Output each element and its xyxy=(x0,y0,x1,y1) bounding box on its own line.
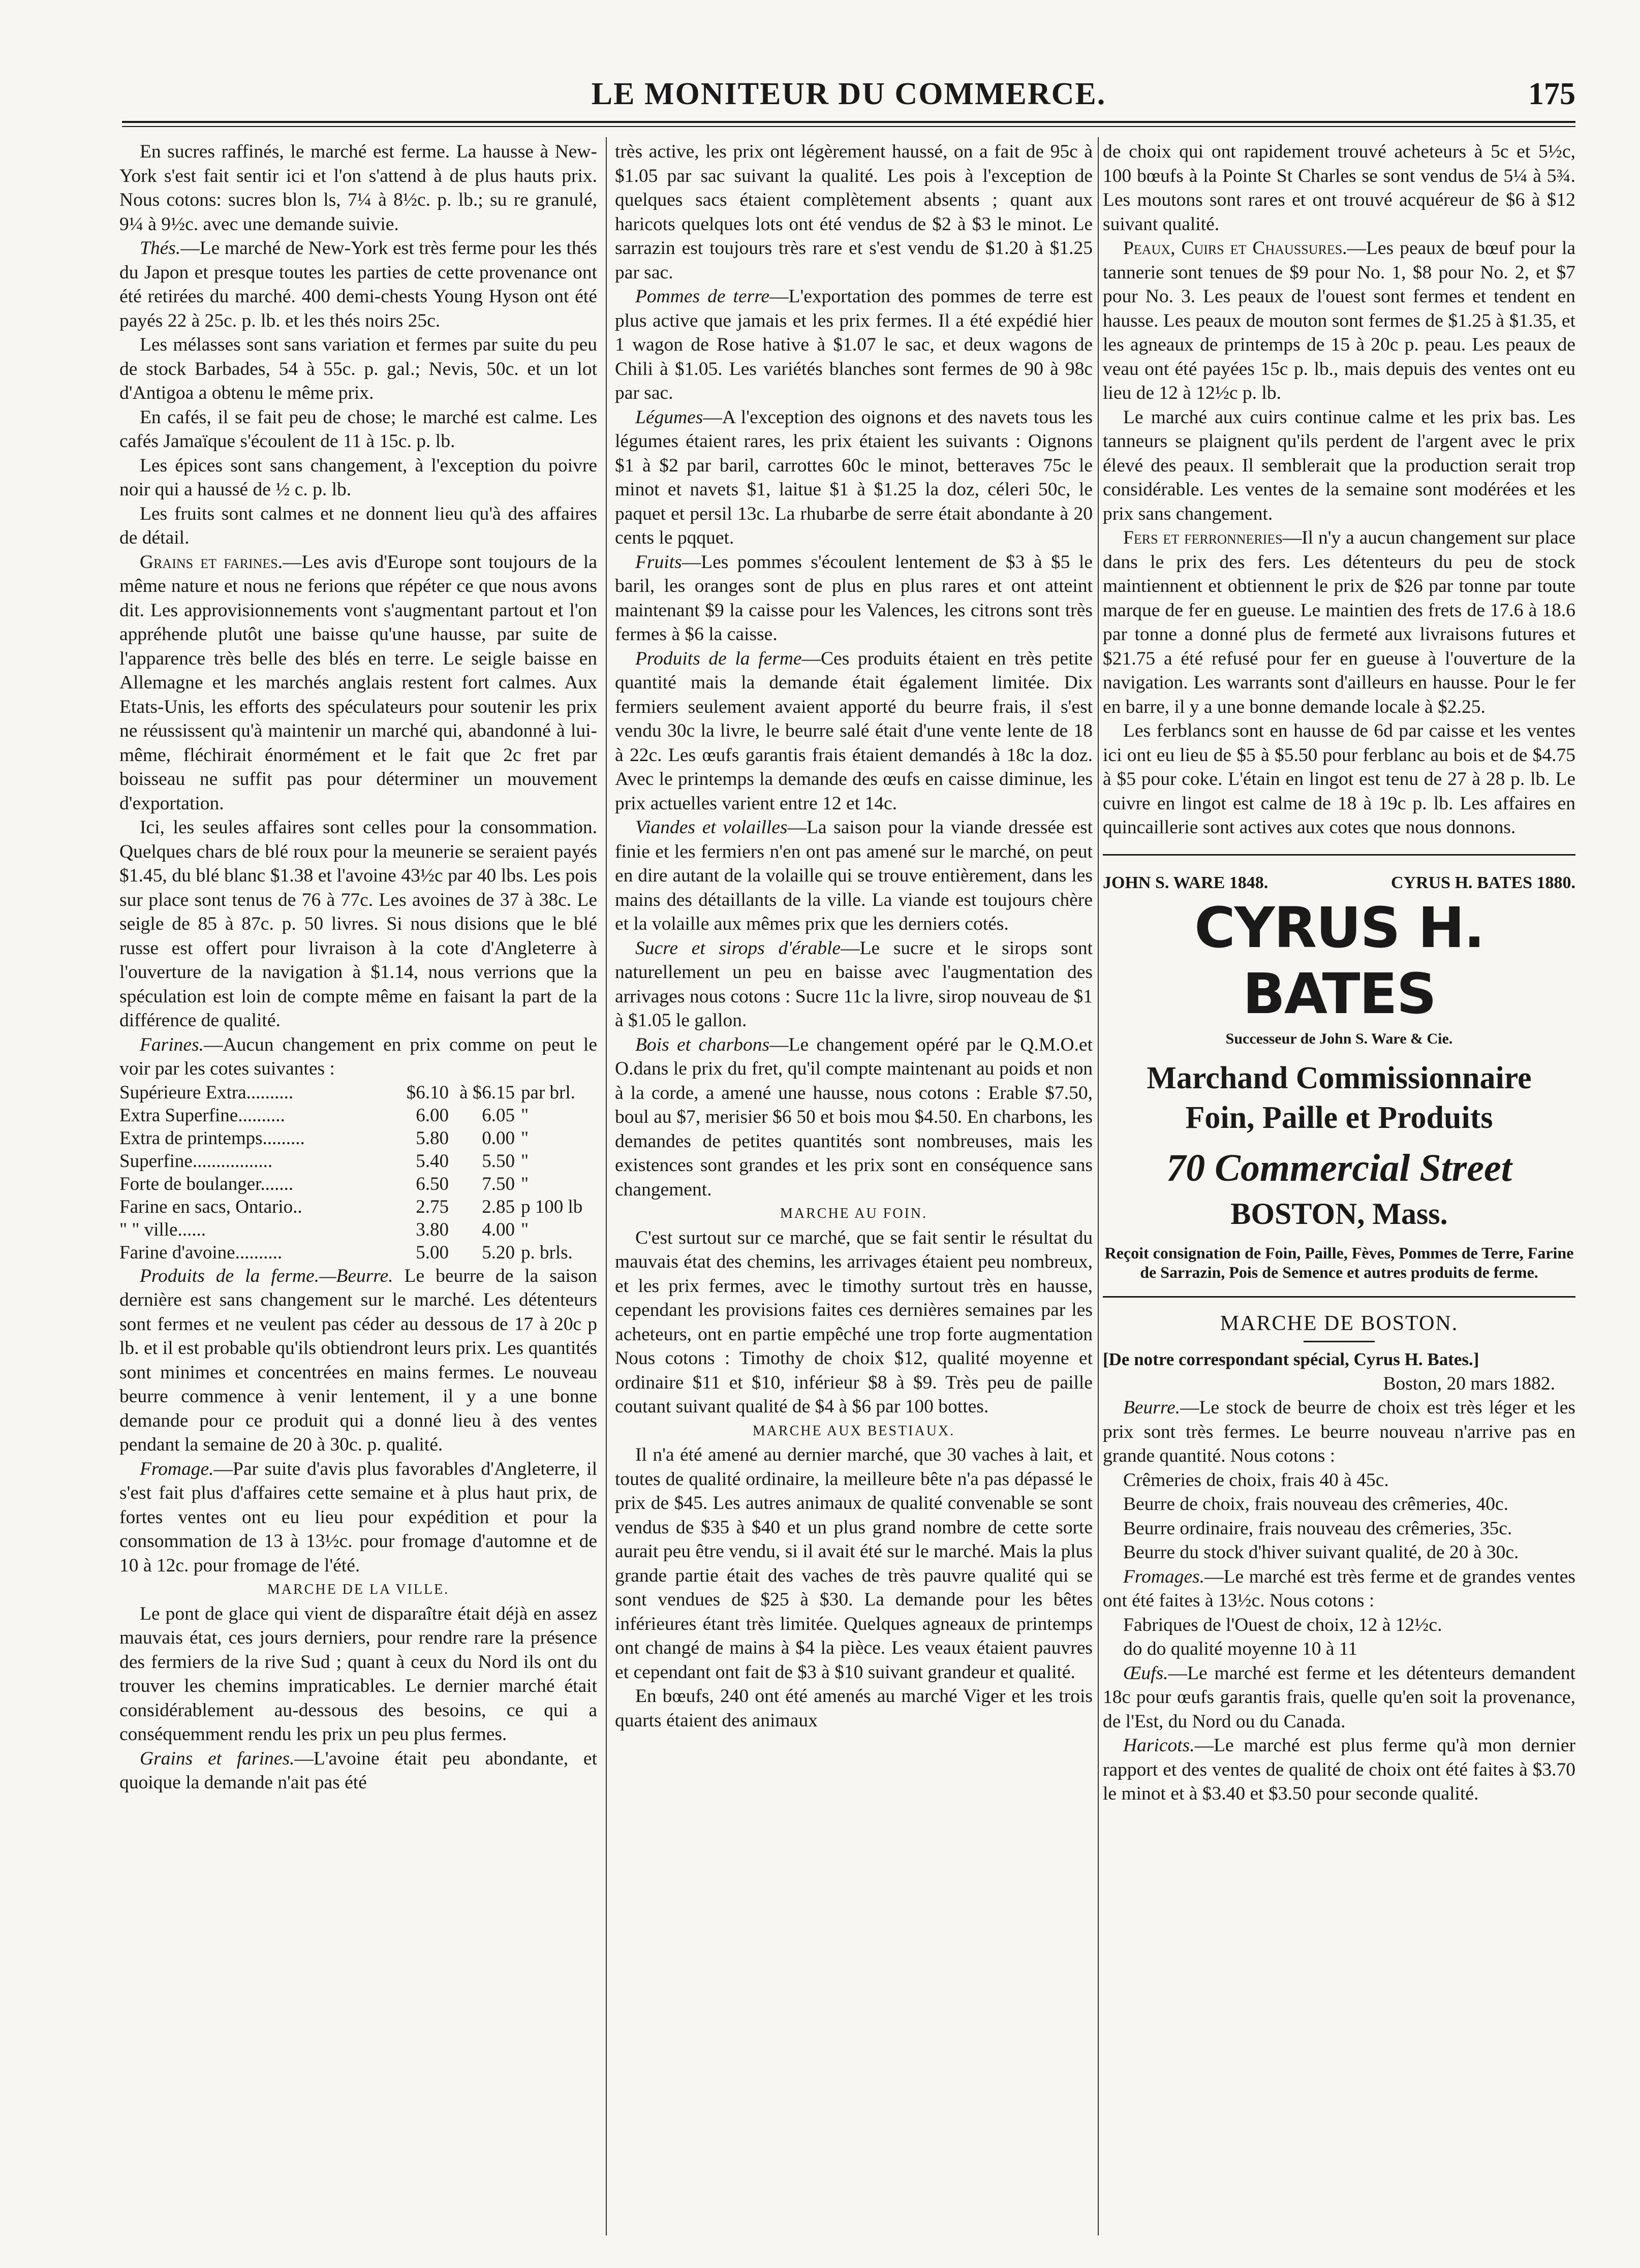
section-label: Grains et farines. xyxy=(140,1748,295,1769)
price-cell-item: Forte de boulanger....... xyxy=(119,1173,294,1194)
ad-city: BOSTON, Mass. xyxy=(1230,1196,1448,1231)
price-cell-b: à $6.15 xyxy=(459,1082,515,1103)
price-cell-unit: " xyxy=(521,1219,529,1240)
section-label: Thés. xyxy=(140,238,181,259)
section-label: Œufs. xyxy=(1123,1662,1168,1684)
boston-beans: Haricots.—Le marché est plus ferme qu'à mon dernier rapport et des ventes de qualité de choix ont été faites à $3.70 le minot et à $3.40 et $3.50 pour seconde qualité. xyxy=(1103,1735,1575,1804)
section-label: Farines. xyxy=(140,1034,204,1055)
price-row xyxy=(119,1127,597,1150)
article-city-market: Le pont de glace qui vient de disparaître était déjà en assez mauvais état, ces jours derniers, pour rendre rare la présence des fermiers de la rive Sud ; quant à ceux du Nord ils ont du trouver les chemins impraticables. Le dernier marché était considérablement au-dessous des besoins, ce qui a conséquemment rendu les prix un peu plus fermes. xyxy=(119,1603,597,1745)
price-cell-unit: p 100 lb xyxy=(521,1196,583,1217)
header-rule-thick xyxy=(122,121,1575,123)
price-cell-b: 0.00 xyxy=(482,1127,515,1149)
article-continued: très active, les prix ont légèrement haussé, on a fait de 95c à $1.05 par sac suivant la qualité. Les pois à l'exception de quelques sacs étaient complètement absents ; quant aux haricots quelques lots ont été vendus de $2 à $3 le minot. Le sarrazin est toujours très rare et s'est vendu de $1.20 à $1.25 par sac. xyxy=(615,141,1093,283)
advertisement-cyrus-bates xyxy=(1103,871,1575,1282)
correspondent-note: [De notre correspondant spécial, Cyrus H. Bates.] xyxy=(1103,1349,1479,1369)
price-cell-b: 6.05 xyxy=(482,1105,515,1126)
price-cell-item: " " ville...... xyxy=(119,1219,206,1240)
section-label: Peaux, Cuirs et Chaussures. xyxy=(1123,238,1347,259)
price-cell-a: 6.50 xyxy=(416,1173,449,1194)
price-row xyxy=(119,1218,597,1241)
article-iron: Fers et ferronneries—Il n'y a aucun changement sur place dans le prix des fers. Les détenteurs du peu de stock maintiennent et obtiennent le prix de $26 par tonne par toute marque de fer en gueuse. Le maintien des frets de 17.6 à 18.6 par tonne a donné plus de fermeté aux livraisons futures et $21.75 a été refusé pour fer en gueuse à l'ouverture de la navigation. Les warrants sont d'ailleurs en hausse. Pour le fer en barre, il y a une bonne demande locale à $2.25. xyxy=(1103,527,1575,717)
price-cell-item: Superfine................. xyxy=(119,1150,273,1172)
price-row xyxy=(119,1173,597,1195)
price-cell-b: 5.50 xyxy=(482,1150,515,1172)
price-cell-a: 6.00 xyxy=(416,1105,449,1126)
price-cell-unit: " xyxy=(521,1127,529,1149)
heading-city-market: MARCHE DE LA VILLE. xyxy=(267,1582,450,1597)
article-fruits-city: Fruits—Les pommes s'écoulent lentement de $3 à $5 le baril, les oranges sont de plus en plus rares et ont atteint maintenant $9 la caisse pour les Valences, les citrons sont très fermes à $6 la caisse. xyxy=(615,551,1093,645)
boston-quote-4: Beurre du stock d'hiver suivant qualité, de 20 à 30c. xyxy=(1123,1542,1519,1563)
price-cell-a: $6.10 xyxy=(406,1082,449,1103)
price-cell-item: Farine d'avoine.......... xyxy=(119,1242,283,1263)
article-cheese: Fromage.—Par suite d'avis plus favorables d'Angleterre, il s'est fait plus d'affaires cette semaine et à plus haut prix, de fortes ventes ont eu lieu pour expédition et pour la consommation de 13 à 13½c. pour fromage d'automne et de 10 à 12c. pour fromage de l'été. xyxy=(119,1458,597,1576)
column-3 xyxy=(1103,140,1575,2233)
price-row xyxy=(119,1241,597,1264)
price-cell-item: Extra de printemps......... xyxy=(119,1127,305,1149)
price-row xyxy=(119,1081,597,1104)
ad-role-2: Foin, Paille et Produits xyxy=(1185,1100,1493,1135)
article-potatoes: Pommes de terre—L'exportation des pommes de terre est plus active que jamais et les prix fermes. Il a été expédié hier 1 wagon de Rose hative à $1.07 le sac, et deux wagons de Chili à $1.05. Les variétés blanches sont fermes de 90 à 98c par sac. xyxy=(615,286,1093,403)
price-row xyxy=(119,1150,597,1173)
column-1 xyxy=(119,140,597,2233)
article-spices: Les épices sont sans changement, à l'exception du poivre noir qui a haussé de ½ c. p. lb. xyxy=(119,455,597,500)
article-molasses: Les mélasses sont sans variation et fermes par suite du peu de stock Barbades, 54 à 55c. p. gal.; Nevis, 50c. et un lot d'Antigoa a obtenu le même prix. xyxy=(119,334,597,403)
price-cell-item: Farine en sacs, Ontario.. xyxy=(119,1196,302,1217)
price-cell-a: 5.80 xyxy=(416,1127,449,1149)
column-divider-1 xyxy=(606,137,607,2235)
article-leather: Le marché aux cuirs continue calme et les prix bas. Les tanneurs se plaignent qu'ils perdent de l'argent avec le prix élevé des peaux. Il semblerait que la production serait trop considérable. Les ventes de la semaine sont modérées et les prix sans changement. xyxy=(1103,406,1575,524)
dateline: Boston, 20 mars 1882. xyxy=(1383,1373,1555,1394)
price-cell-b: 7.50 xyxy=(482,1173,515,1194)
article-meats: Viandes et volailles—La saison pour la viande dressée est finie et les fermiers n'en ont pas amené sur le marché, on peut en dire autant de la volaille qui se trouve entièrement, dans les mains des détaillants de la ville. La viande est toujours chère et la volaille aux mêmes prix que les derniers cotés. xyxy=(615,817,1093,934)
price-cell-b: 5.20 xyxy=(482,1242,515,1263)
price-row xyxy=(119,1195,597,1218)
boston-quote-2: Beurre de choix, frais nouveau des crêmeries, 40c. xyxy=(1123,1494,1509,1515)
price-cell-unit: p. brls. xyxy=(521,1242,573,1263)
section-label: Haricots. xyxy=(1123,1735,1195,1756)
ad-description: Reçoit consignation de Foin, Paille, Fèves, Pommes de Terre, Farine de Sarrazin, Pois de Semence et autres produits de ferme. xyxy=(1104,1243,1574,1281)
section-label: Beurre. xyxy=(1123,1397,1181,1418)
heading-cattle-market: MARCHE AUX BESTIAUX. xyxy=(752,1423,955,1439)
section-label: Pommes de terre xyxy=(635,286,770,307)
section-label: Fromage. xyxy=(140,1458,214,1479)
boston-quote-6: do do qualité moyenne 10 à 11 xyxy=(1123,1639,1358,1659)
heading-boston-market: MARCHE DE BOSTON. xyxy=(1220,1311,1459,1335)
short-rule xyxy=(1304,1341,1375,1342)
article-butter: Produits de la ferme.—Beurre. Le beurre de la saison dernière est sans changement sur le marché. Les détenteurs sont fermes et ne veulent pas céder au dessous de 17 à 20c p lb. et il est probable qu'ils obtiendront leurs prix. Les quantités sont minimes et concentrées en mains fermes. Le nouveau beurre commence à venir lentement, il y a une bonne demande pour ce produit qui a donné lieu à des ventes pendant la semaine de 20 à 30c. p. qualité. xyxy=(119,1265,597,1455)
price-row xyxy=(119,1104,597,1127)
article-farm-products: Produits de la ferme—Ces produits étaient en très petite quantité mais la demande était également limitée. Dix fermiers seulement avaient apporté du beurre frais, il s'est vendu 30c la livre, le beurre salé était d'une vente lente de 18 à 22c. Les œufs garantis frais étaient demandés à 18c la doz. Avec le printemps la demande des œufs en caisse diminue, les prix actuelles varient entre 12 et 14c. xyxy=(615,648,1093,814)
ad-rule-bottom xyxy=(1103,1296,1575,1298)
article-teas: Thés.—Le marché de New-York est très ferme pour les thés du Japon et presque toutes les parties de cette provenance ont été retirées du marché. 400 demi-chests Young Hyson ont été payés 22 à 25c. p. lb. et les thés noirs 25c. xyxy=(119,238,597,331)
section-label: Grains et farines. xyxy=(140,551,283,573)
ad-role-1: Marchand Commissionnaire xyxy=(1147,1060,1532,1095)
article-maple: Sucre et sirops d'érable—Le sucre et le sirops sont naturellement un peu en baisse avec l'augmentation des arrivages nous cotons : Sucre 11c la livre, sirop nouveau de $1 à $1.05 le gallon. xyxy=(615,937,1093,1031)
heading-hay-market: MARCHE AU FOIN. xyxy=(780,1206,928,1221)
article-sugars: En sucres raffinés, le marché est ferme. La hausse à New-York s'est fait sentir ici et l'on s'attend à de plus hauts prix. Nous cotons: sucres blon ls, 7¼ à 8½c. p. lb.; su re granulé, 9¼ à 9½c. avec une demande suivie. xyxy=(119,141,597,235)
boston-quote-5: Fabriques de l'Ouest de choix, 12 à 12½c. xyxy=(1123,1614,1442,1635)
article-vegetables: Légumes—A l'exception des oignons et des navets tous les légumes étaient rares, les prix étaient les suivants : Oignons $1 à $2 par baril, carrottes 60c le minot, betteraves 75c le minot et navets $1, laitue $1 à $1.25 la doz, céleri 50c, le paquet et persil 13c. La rhubarbe de serre était abondante à 20 cents le pqquet. xyxy=(615,406,1093,548)
price-cell-unit: par brl. xyxy=(521,1082,575,1103)
price-cell-a: 2.75 xyxy=(416,1196,449,1217)
boston-quote-3: Beurre ordinaire, frais nouveau des crêmeries, 35c. xyxy=(1123,1518,1512,1539)
ad-company-name: CYRUS H. BATES xyxy=(1194,895,1484,1026)
section-label: Fers et ferronneries xyxy=(1123,527,1283,548)
boston-quote-1: Crêmeries de choix, frais 40 à 45c. xyxy=(1123,1469,1389,1491)
ad-founders: JOHN S. WARE 1848. CYRUS H. BATES 1880. xyxy=(1103,873,1575,892)
column-divider-2 xyxy=(1098,137,1099,2235)
article-fruits: Les fruits sont calmes et ne donnent lieu qu'à des affaires de détail. xyxy=(119,503,597,548)
header-rule-thin xyxy=(122,126,1575,127)
article-flours: Farines.—Aucun changement en prix comme on peut le voir par les cotes suivantes : xyxy=(119,1034,597,1079)
article-wood-coal: Bois et charbons—Le changement opéré par le Q.M.O.et O.dans le prix du fret, qu'il compte maintenant au poids et non à la corde, a amené une hausse, nous cotons : Erable $7.50, boul au $7, merisier $6 50 et bois mou $4.50. En charbons, les demandes de petites quantités sont nombreuses, mais les existences sont grandes et les prix sont en conséquence sans changement. xyxy=(615,1034,1093,1200)
ad-rule-top xyxy=(1103,854,1575,856)
article-coffees: En cafés, il se fait peu de chose; le marché est calme. Les cafés Jamaïque s'écoulent de 11 à 15c. p. lb. xyxy=(119,406,597,452)
boston-eggs: Œufs.—Le marché est ferme et les détenteurs demandent 18c pour œufs garantis frais, quelle qu'en soit la provenance, de l'Est, du Nord ou du Canada. xyxy=(1103,1662,1575,1732)
article-hides: Peaux, Cuirs et Chaussures.—Les peaux de bœuf pour la tannerie sont tenues de $9 pour No. 1, $8 pour No. 2, et $7 pour No. 3. Les peaux de l'ouest sont fermes et tendent en hausse. Les peaux de mouton sont fermes de $1.25 à $1.35, et les agneaux de printemps de 15 à 20c p. peau. Les peaux de veau ont été payées 15c p. lb., mais depuis des ventes ont eu lieu de 12 à 12½c p. lb. xyxy=(1103,238,1575,403)
ad-successor: Successeur de John S. Ware & Cie. xyxy=(1225,1030,1453,1047)
section-label: Sucre et sirops d'érable xyxy=(635,937,841,959)
section-label: Produits de la ferme xyxy=(635,648,802,669)
price-cell-unit: " xyxy=(521,1173,529,1194)
page-number: 175 xyxy=(1528,77,1575,111)
boston-butter: Beurre.—Le stock de beurre de choix est très léger et les prix sont très fermes. Le beurre nouveau n'arrive pas en grande quantité. Nous cotons : xyxy=(1103,1397,1575,1466)
price-cell-b: 2.85 xyxy=(482,1196,515,1217)
article-hay: C'est surtout sur ce marché, que se fait sentir le résultat du mauvais état des chemins, les arrivages étaient peu nombreux, et les prix fermes, avec le timothy surtout très en hausse, cependant les provisions faites ces dernières semaines par les acheteurs, ont en partie empêché une trop forte augmentation Nous cotons : Timothy de choix $12, qualité moyenne et ordinaire $11 et $10, inférieur $8 à $9. Très peu de paille coutant suivant qualité de $4 à $6 par 100 bottes. xyxy=(615,1227,1093,1417)
price-cell-unit: " xyxy=(521,1150,529,1172)
price-cell-a: 5.40 xyxy=(416,1150,449,1172)
section-label: Bois et charbons xyxy=(635,1034,770,1055)
price-cell-unit: " xyxy=(521,1105,529,1126)
price-cell-a: 3.80 xyxy=(416,1219,449,1240)
article-cattle: Il n'a été amené au dernier marché, que 30 vaches à lait, et toutes de qualité ordinaire, la meilleure bête n'a pas dépassé le prix de $45. Les autres animaux de qualité convenable se sont vendus de $35 à $40 et un plus grand nombre de cette sorte aurait peu être vendu, si il avait été sur le marché. Mais la plus grande partie était des vaches de très pauvre qualité qui se sont vendues de $25 à $30. La demande pour les bêtes inférieures étant très limitée. Quelques agneaux de printemps ont changé de mains à $4 la pièce. Les veaux étaient pauvres et cependant ont fait de $3 à $10 suivant grandeur et qualité. xyxy=(615,1444,1093,1683)
article-grains: Grains et farines.—Les avis d'Europe sont toujours de la même nature et nous ne ferions que répéter ce que nous avons dit. Les approvisionnements vont s'augmentant partout et l'on appréhende plutôt une baisse qu'une hausse, par suite de l'apparence très belle des blés en terre. Le seigle baisse en Allemagne et les marchés anglais restent fort calmes. Aux Etats-Unis, les efforts des spéculateurs pour soutenir les prix ne réussissent qu'à maintenir un marché qui, abandonné à lui-même, fléchirait énormément et le fait que 2c fret par boisseau ne suffit pas pour déterminer un mouvement d'exportation. xyxy=(119,551,597,814)
section-label: Viandes et volailles xyxy=(635,817,788,838)
section-label: Fromages. xyxy=(1123,1566,1205,1587)
flour-price-table xyxy=(119,1081,597,1264)
article-oats: Grains et farines.—L'avoine était peu abondante, et quoique la demande n'ait pas été xyxy=(119,1748,597,1793)
section-label: Fruits xyxy=(635,551,682,573)
article-continued: de choix qui ont rapidement trouvé acheteurs à 5c et 5½c, 100 bœufs à la Pointe St Charles se sont vendus de 5¼ à 5¾. Les moutons sont rares et ont trouvé acquéreur de $6 à $12 suivant qualité. xyxy=(1103,141,1575,235)
newspaper-title: LE MONITEUR DU COMMERCE. xyxy=(591,77,1106,111)
ad-street: 70 Commercial Street xyxy=(1166,1146,1512,1189)
boston-cheese: Fromages.—Le marché est très ferme et de grandes ventes ont été faites à 13½c. Nous cotons : xyxy=(1103,1566,1575,1611)
article-tin: Les ferblancs sont en hausse de 6d par caisse et les ventes ici ont eu lieu de $5 à $5.50 pour ferblanc au bois et de $4.75 à $5 pour coke. L'étain en lingot est tenu de 27 à 28 p. lb. Le cuivre en lingot est calme de 18 à 19c p. lb. Les affaires en quincaillerie sont actives aux cotes que nous donnons. xyxy=(1103,720,1575,838)
price-cell-item: Extra Superfine.......... xyxy=(119,1105,285,1126)
price-cell-a: 5.00 xyxy=(416,1242,449,1263)
article-local-grains: Ici, les seules affaires sont celles pour la consommation. Quelques chars de blé roux pour la meunerie se seraient payés $1.45, du blé blanc $1.38 et l'avoine 43½c par 40 lbs. Les pois sur place sont tenus de 76 à 77c. Les avoines de 37 à 38c. Le seigle de 85 à 87c. p. 50 livres. Si nous disions que le blé russe est offert pour livraison à la cote d'Angleterre à l'ouverture de la navigation à $1.14, nous verrions que la spéculation est loin de compte même en faisant la part de la différence de qualité. xyxy=(119,817,597,1031)
price-cell-b: 4.00 xyxy=(482,1219,515,1240)
column-2 xyxy=(615,140,1093,2233)
section-label: Légumes xyxy=(635,406,703,428)
section-label: Produits de la ferme.—Beurre. xyxy=(140,1265,393,1286)
page-header xyxy=(122,76,1575,122)
article-oxen: En bœufs, 240 ont été amenés au marché Viger et les trois quarts étaient des animaux xyxy=(615,1686,1093,1731)
price-cell-item: Supérieure Extra.......... xyxy=(119,1082,294,1103)
